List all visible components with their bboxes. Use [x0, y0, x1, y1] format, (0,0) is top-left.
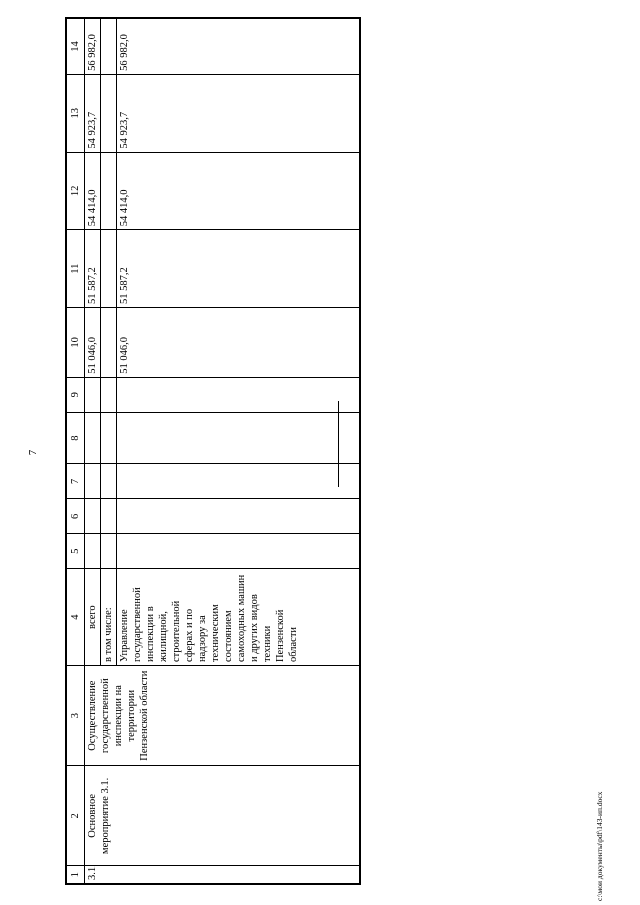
- header-cell-11: 11: [66, 230, 85, 308]
- empty-cell: [85, 464, 101, 499]
- header-cell-8: 8: [66, 412, 85, 464]
- empty-cell: [117, 464, 361, 499]
- empty-cell: [101, 230, 117, 308]
- empty-cell: [101, 74, 117, 152]
- total-value-cell: 51 046,0: [85, 307, 101, 377]
- row-number-cell: 3.1.: [85, 866, 361, 884]
- event-description-cell: Осуществление государственной инспекции на территории Пензенской области: [85, 666, 361, 766]
- table-row-total: [85, 18, 101, 884]
- header-cell-3: 3: [66, 666, 85, 766]
- department-value-cell: 54 923,7: [117, 74, 361, 152]
- department-value-cell: 51 587,2: [117, 230, 361, 308]
- header-cell-1: 1: [66, 866, 85, 884]
- total-value-cell: 54 414,0: [85, 152, 101, 230]
- header-cell-7: 7: [66, 464, 85, 499]
- empty-cell: [101, 464, 117, 499]
- page-number: 7: [27, 449, 39, 456]
- department-value-cell: 56 982,0: [117, 18, 361, 74]
- financing-table: [65, 17, 361, 885]
- total-value-cell: 56 982,0: [85, 18, 101, 74]
- empty-cell: [117, 412, 361, 464]
- empty-cell: [101, 534, 117, 569]
- header-cell-14: 14: [66, 18, 85, 74]
- event-name-cell: Основное мероприятие 3.1.: [85, 766, 361, 866]
- department-value-cell: 54 414,0: [117, 152, 361, 230]
- empty-cell: [85, 499, 101, 534]
- empty-cell: [101, 307, 117, 377]
- header-row: [66, 18, 85, 884]
- empty-cell: [117, 499, 361, 534]
- header-cell-2: 2: [66, 766, 85, 866]
- empty-cell: [117, 534, 361, 569]
- including-label-cell: в том числе:: [101, 569, 117, 666]
- empty-cell: [101, 412, 117, 464]
- total-value-cell: 54 923,7: [85, 74, 101, 152]
- header-cell-12: 12: [66, 152, 85, 230]
- header-cell-6: 6: [66, 499, 85, 534]
- empty-cell: [85, 534, 101, 569]
- header-cell-13: 13: [66, 74, 85, 152]
- empty-cell: [101, 377, 117, 412]
- empty-cell: [117, 377, 361, 412]
- header-cell-9: 9: [66, 377, 85, 412]
- header-cell-5: 5: [66, 534, 85, 569]
- separator-line: [338, 401, 339, 487]
- empty-cell: [85, 377, 101, 412]
- empty-cell: [101, 152, 117, 230]
- header-cell-4: 4: [66, 569, 85, 666]
- empty-cell: [101, 18, 117, 74]
- department-name-cell: Управление государственной инспекции в жилищной, строительной сферах и по надзору за техническим состоянием самоходных машин и других видов техники Пензенской области: [117, 569, 361, 666]
- header-cell-10: 10: [66, 307, 85, 377]
- total-label-cell: всего: [85, 569, 101, 666]
- empty-cell: [101, 499, 117, 534]
- footer-file-path: c:\мои документы\pdf\143-ип.docx: [595, 791, 604, 901]
- total-value-cell: 51 587,2: [85, 230, 101, 308]
- department-value-cell: 51 046,0: [117, 307, 361, 377]
- empty-cell: [85, 412, 101, 464]
